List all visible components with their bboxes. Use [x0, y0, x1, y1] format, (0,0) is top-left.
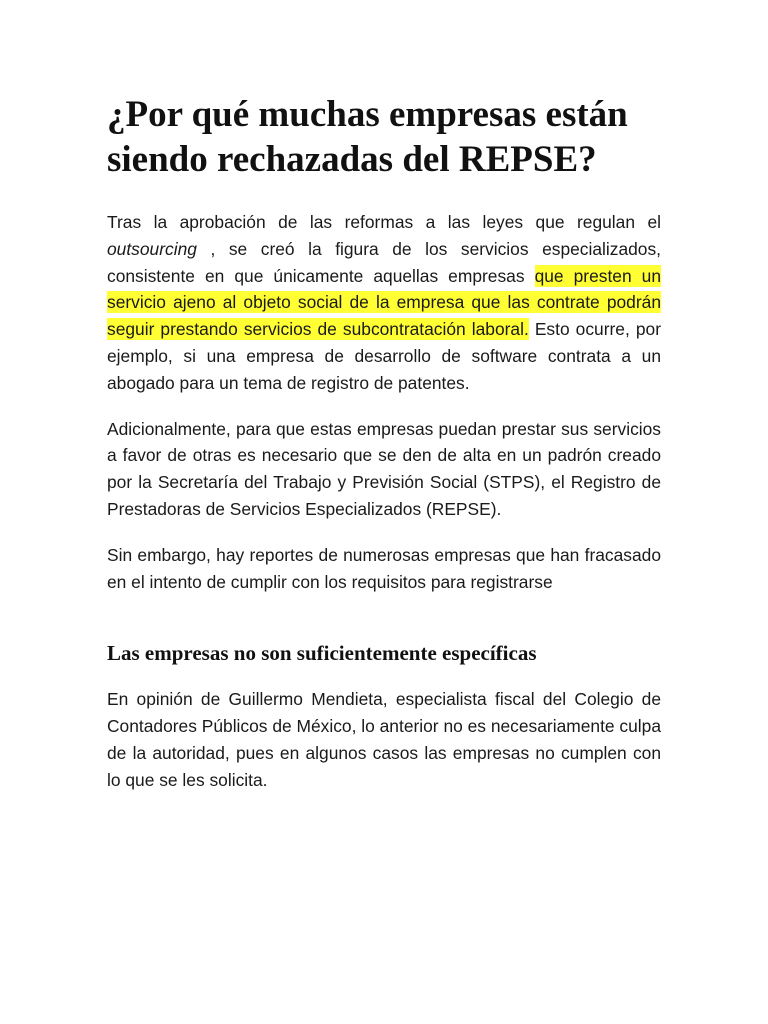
intro-text-middle: , se creó la figura de los servicios especializados, consistente en que únicamente aquellas empresas: [107, 238, 661, 286]
document-page: [107, 92, 661, 813]
intro-text-start: Tras la aprobación de las reformas a las leyes que regulan el: [107, 212, 661, 232]
paragraph-registration: Adicionalmente, para que estas empresas puedan prestar sus servicios a favor de otras es necesario que se den de alta en un padrón creado por la Secretaría del Trabajo y Previsión Social (STPS), el Registro de Prestadoras de Servicios Especializados (REPSE).: [107, 418, 661, 519]
italic-term: outsourcing: [107, 238, 197, 259]
paragraph-reports: Sin embargo, hay reportes de numerosas empresas que han fracasado en el intento de cumplir con los requisitos para registrarse: [107, 544, 661, 592]
section-heading: Las empresas no son suficientemente específicas: [107, 641, 537, 666]
paragraph-intro: [107, 209, 661, 397]
article-title: ¿Por qué muchas empresas están siendo rechazadas del REPSE?: [107, 94, 628, 180]
intro-text-end: Esto ocurre, por ejemplo, si una empresa de desarrollo de software contrata a un abogado para un tema de registro de patentes.: [107, 319, 661, 393]
paragraph-opinion: En opinión de Guillermo Mendieta, especialista fiscal del Colegio de Contadores Públicos de México, lo anterior no es necesariamente culpa de la autoridad, pues en algunos casos las empresas no cumplen con lo que se les solicita.: [107, 689, 661, 790]
highlighted-text: que presten un servicio ajeno al objeto social de la empresa que las contrate podrán seguir prestando servicios de subcontratación laboral.: [107, 265, 662, 340]
